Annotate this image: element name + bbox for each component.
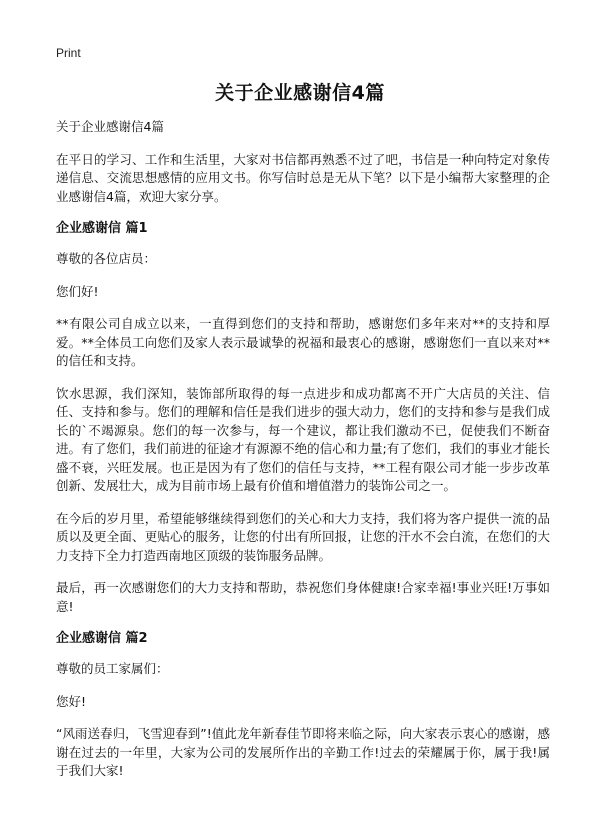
section-1-paragraph: 在今后的岁月里，希望能够继续得到您们的关心和大力支持，我们将为客户提供一流的品质以及更全面、更贴心的服务，让您的付出有所回报，让您的汗水不会白流，在您们的大力支持下全力打造西南地区顶级的装饰服务品牌。 [56, 510, 550, 563]
section-1-paragraph: 饮水思源，我们深知，装饰部所取得的每一点进步和成功都离不开广大店员的关注、信任、支持和参与。您们的理解和信任是我们进步的强大动力，您们的支持和参与是我们成长的`不竭源泉。您们的每一次参与，每一个建议，都让我们激动不已，促使我们不断奋进。有了您们，我们前进的征途才有源源不绝的信心和力量;有了您们，我们的事业才能长盛不衰，兴旺发展。也正是因为有了您们的信任与支持，**工程有限公司才能一步步改革创新、发展壮大，成为目前市场上最有价值和增值潜力的装饰公司之一。 [56, 385, 550, 493]
section-2-heading: 企业感谢信 篇2 [56, 631, 148, 646]
section-1-greeting: 您们好! [56, 283, 99, 299]
section-2-paragraph: “风雨送春归，飞雪迎春到”!值此龙年新春佳节即将来临之际，向大家表示衷心的感谢，感谢在过去的一年里，大家为公司的发展所作出的辛勤工作!过去的荣耀属于你，属于我!属于我们大家! [56, 726, 550, 778]
section-1-heading: 企业感谢信 篇1 [56, 221, 148, 236]
intro-paragraph: 在平日的学习、工作和生活里，大家对书信都再熟悉不过了吧，书信是一种向特定对象传递信息、交流思想感情的应用文书。你写信时总是无从下笔？以下是小编帮大家整理的企业感谢信4篇，欢迎大家分享。 [56, 151, 550, 204]
section-1-closing: 最后，再一次感谢您们的大力支持和帮助，恭祝您们身体健康!合家幸福!事业兴旺!万事如意! [56, 580, 550, 614]
document-body [56, 118, 550, 795]
section-1-salutation: 尊敬的各位店员： [56, 251, 157, 266]
section-2-greeting: 您好! [56, 693, 87, 709]
section-2-salutation: 尊敬的员工家属们： [56, 661, 169, 676]
page-title: 关于企业感谢信4篇 [215, 82, 385, 104]
print-link[interactable]: Print [56, 46, 81, 60]
section-1-paragraph: **有限公司自成立以来，一直得到您们的支持和帮助，感谢您们多年来对**的支持和厚爱。**全体员工向您们及家人表示最诚挚的祝福和最衷心的感谢，感谢您们一直以来对**的信任和支持。 [56, 316, 550, 368]
document-subtitle: 关于企业感谢信4篇 [56, 119, 164, 134]
